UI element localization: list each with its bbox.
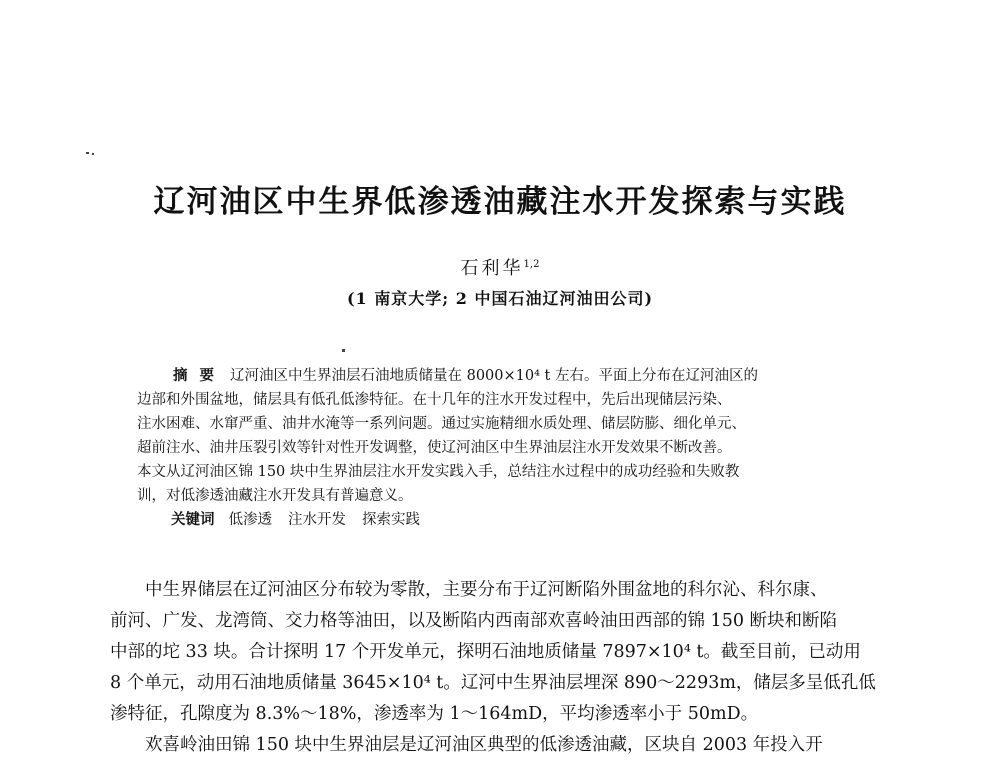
keyword: 低渗透: [228, 512, 272, 528]
paper-title: 辽河油区中生界低渗透油藏注水开发探索与实践: [153, 184, 847, 220]
body-text: [110, 575, 910, 761]
author-line: [0, 254, 1000, 280]
body-line: 中生界储层在辽河油区分布较为零散，主要分布于辽河断陷外围盆地的科尔沁、科尔康、: [145, 580, 828, 600]
abstract-line: 训，对低渗透油藏注水开发具有普遍意义。: [137, 488, 413, 504]
body-line: 8 个单元，动用石油地质储量 3645×10⁴ t。辽河中生界油层埋深 890～2293m，储层多呈低孔低: [110, 673, 876, 693]
author-affiliation-marks: 1,2: [523, 259, 540, 270]
abstract-line: 边部和外围盆地，储层具有低孔低渗特征。在十几年的注水开发过程中，先后出现储层污染、: [137, 392, 732, 408]
body-line: 中部的坨 33 块。合计探明 17 个开发单元，探明石油地质储量 7897×10⁴ t。截至目前，已动用: [110, 642, 861, 662]
keyword: 探索实践: [362, 512, 420, 528]
abstract-text: 辽河油区中生界油层石油地质储量在 8000×10⁴ t 左右。平面上分布在辽河油区的: [230, 368, 758, 384]
keywords-label: 关键词: [171, 512, 215, 528]
abstract: [137, 364, 867, 534]
abstract-line: 本文从辽河油区锦 150 块中生界油层注水开发实践入手，总结注水过程中的成功经验和失败教: [137, 464, 740, 480]
abstract-line: [137, 364, 867, 388]
affiliation: (1 南京大学; 2 中国石油辽河油田公司): [346, 289, 654, 308]
abstract-label: 摘要: [173, 368, 226, 384]
scan-speck: [86, 152, 89, 154]
body-line: 前河、广发、龙湾筒、交力格等油田，以及断陷内西南部欢喜岭油田西部的锦 150 断块和断陷: [110, 611, 838, 631]
keyword: 注水开发: [288, 512, 346, 528]
scan-speck: [92, 153, 94, 155]
body-line: 欢喜岭油田锦 150 块中生界油层是辽河油区典型的低渗透油藏，区块自 2003 年投入开: [145, 735, 823, 755]
keywords-line: [137, 508, 867, 534]
body-line: 渗特征，孔隙度为 8.3%～18%，渗透率为 1～164mD，平均渗透率小于 50mD。: [110, 704, 759, 724]
scan-speck: [342, 349, 345, 352]
abstract-line: 注水困难、水窜严重、油井水淹等一系列问题。通过实施精细水质处理、储层防膨、细化单元、: [137, 416, 746, 432]
abstract-line: 超前注水、油井压裂引效等针对性开发调整，使辽河油区中生界油层注水开发效果不断改善。: [137, 440, 732, 456]
author-name: 石利华: [460, 258, 524, 279]
